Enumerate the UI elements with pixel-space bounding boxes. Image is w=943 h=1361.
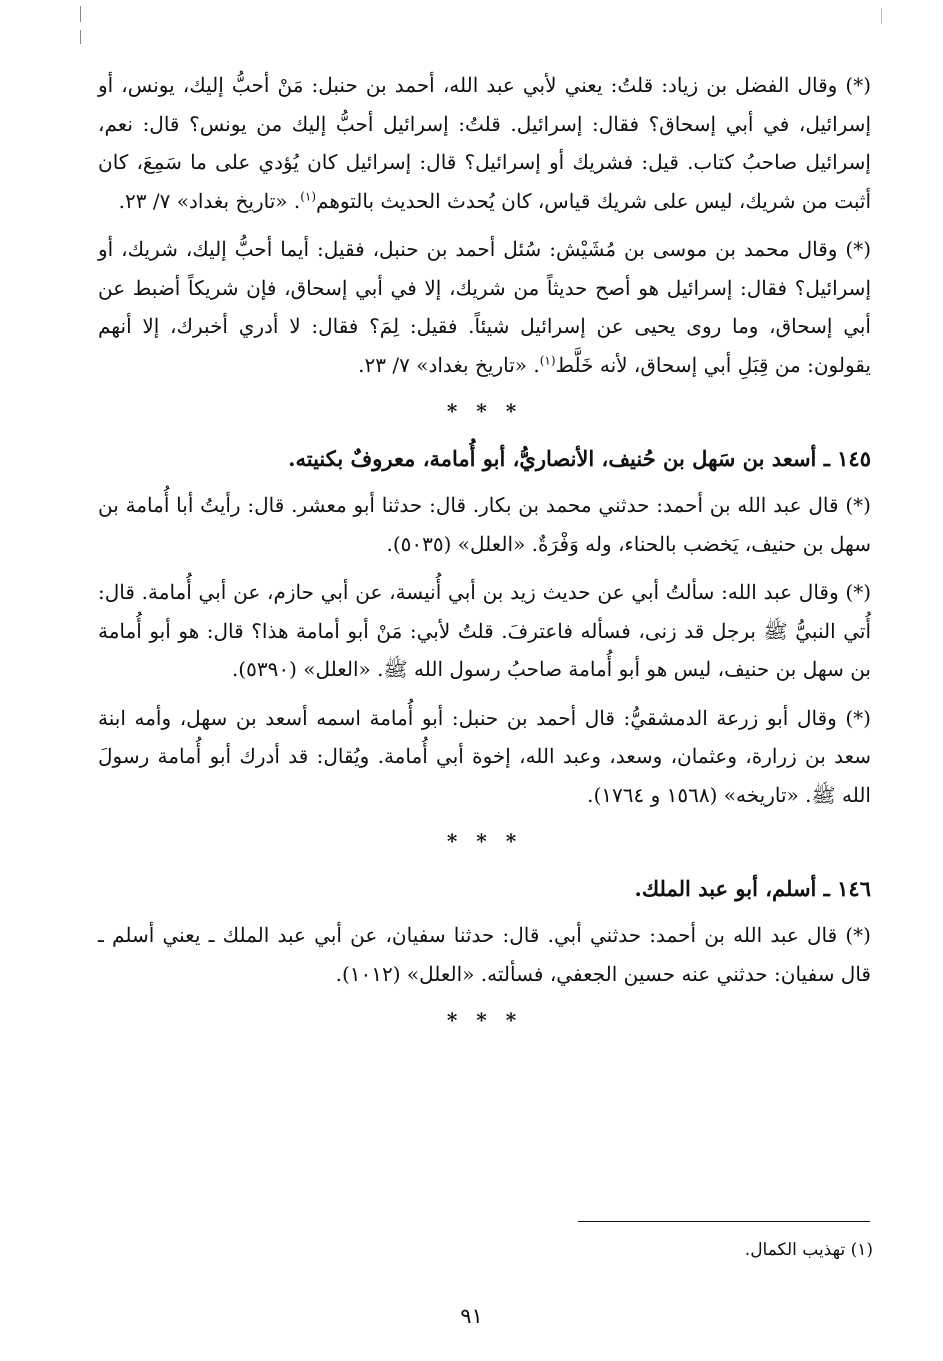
page-number: ٩١ bbox=[460, 1304, 483, 1328]
footnote-ref: (١) bbox=[539, 352, 556, 367]
paragraph: (*) قال عبد الله بن أحمد: حدثني محمد بن بكار. قال: حدثنا أبو معشر. قال: رأيتُ أبا أُمامة بن سهل بن حنيف، يَخضب بالحناء، وله وَفْرَةٌ. «العلل» (٥٠٣٥). bbox=[98, 493, 871, 556]
section-separator: * * * bbox=[446, 829, 523, 853]
scan-edge-mark bbox=[80, 30, 81, 44]
entry-heading-146: ١٤٦ ـ أسلم، أبو عبد الملك. bbox=[634, 876, 871, 901]
paragraph-muhammad-bin-musa: (*) وقال محمد بن موسى بن مُشَيْش: سُئل أحمد بن حنبل، فقيل: أيما أحبُّ إليك، شريك، أو إسرائيل؟ فقال: إسرائيل هو أصح حديثاً من شريك، إلا في أبي إسحاق، فإن شريكاً أضبط عن أبي إسحاق، وما روى يحيى عن إسرائيل شيئاً. فقيل: لِمَ؟ فقال: لا أدري أخبرك، إلا أنهم يقولون: من قِبَلِ أبي إسحاق، لأنه خَلَّط$^{(١)}$. «تاريخ بغداد» ٧/ ٢٣. bbox=[98, 237, 871, 377]
main-text bbox=[98, 66, 871, 1049]
entry-heading-145: ١٤٥ ـ أسعد بن سَهل بن حُنيف، الأنصاريُّ، أبو أُمامة، معروفٌ بكنيته. bbox=[288, 446, 871, 471]
paragraph: (*) وقال عبد الله: سألتُ أبي عن حديث زيد بن أبي أُنيسة، عن أبي حازم، عن أبي أُمامة. قال: أُتي النبيُّ ﷺ برجل قد زنى، فسأله فاعترفَ. قلتُ لأبي: مَنْ أبو أمامة هذا؟ قال: هو أبو أُمامة بن سهل بن حنيف، ليس هو أبو أُمامة صاحبُ رسول الله ﷺ. «العلل» (٥٣٩٠). bbox=[98, 580, 871, 681]
footnote: (١) تهذيب الكمال. bbox=[744, 1240, 873, 1260]
scan-edge-mark bbox=[881, 8, 882, 24]
footnote-ref: (١) bbox=[300, 188, 317, 203]
paragraph: (*) قال عبد الله بن أحمد: حدثني أبي. قال: حدثنا سفيان، عن أبي عبد الملك ـ يعني أسلم ـ قال سفيان: حدثني عنه حسين الجعفي، فسألته. «العلل» (١٠١٢). bbox=[98, 923, 871, 986]
section-separator: * * * bbox=[446, 399, 523, 423]
footnote-rule bbox=[578, 1221, 870, 1222]
paragraph-fadl-bin-ziyad: (*) وقال الفضل بن زياد: قلتُ: يعني لأبي عبد الله، أحمد بن حنبل: مَنْ أحبُّ إليك، يونس، أو إسرائيل، في أبي إسحاق؟ فقال: إسرائيل. قلتُ: إسرائيل أحبُّ إليك من يونس؟ قال: نعم، إسرائيل صاحبُ كتاب. قيل: فشريك أو إسرائيل؟ قال: إسرائيل كان يُؤدي على ما سَمِعَ، كان أثبت من شريك، ليس على شريك قياس، كان يُحدث الحديث بالتوهم$^{(١)}$. «تاريخ بغداد» ٧/ ٢٣. bbox=[98, 73, 871, 213]
paragraph: (*) وقال أبو زرعة الدمشقيُّ: قال أحمد بن حنبل: أبو أُمامة اسمه أسعد بن سهل، وأمه ابنة سعد بن زرارة، وعثمان، وسعد، وعبد الله، إخوة أبي أُمامة. ويُقال: قد أدرك أبو أُمامة رسولَ الله ﷺ. «تاريخه» (١٥٦٨ و ١٧٦٤). bbox=[98, 705, 871, 807]
scan-edge-mark bbox=[80, 6, 81, 22]
section-separator: * * * bbox=[446, 1008, 523, 1032]
